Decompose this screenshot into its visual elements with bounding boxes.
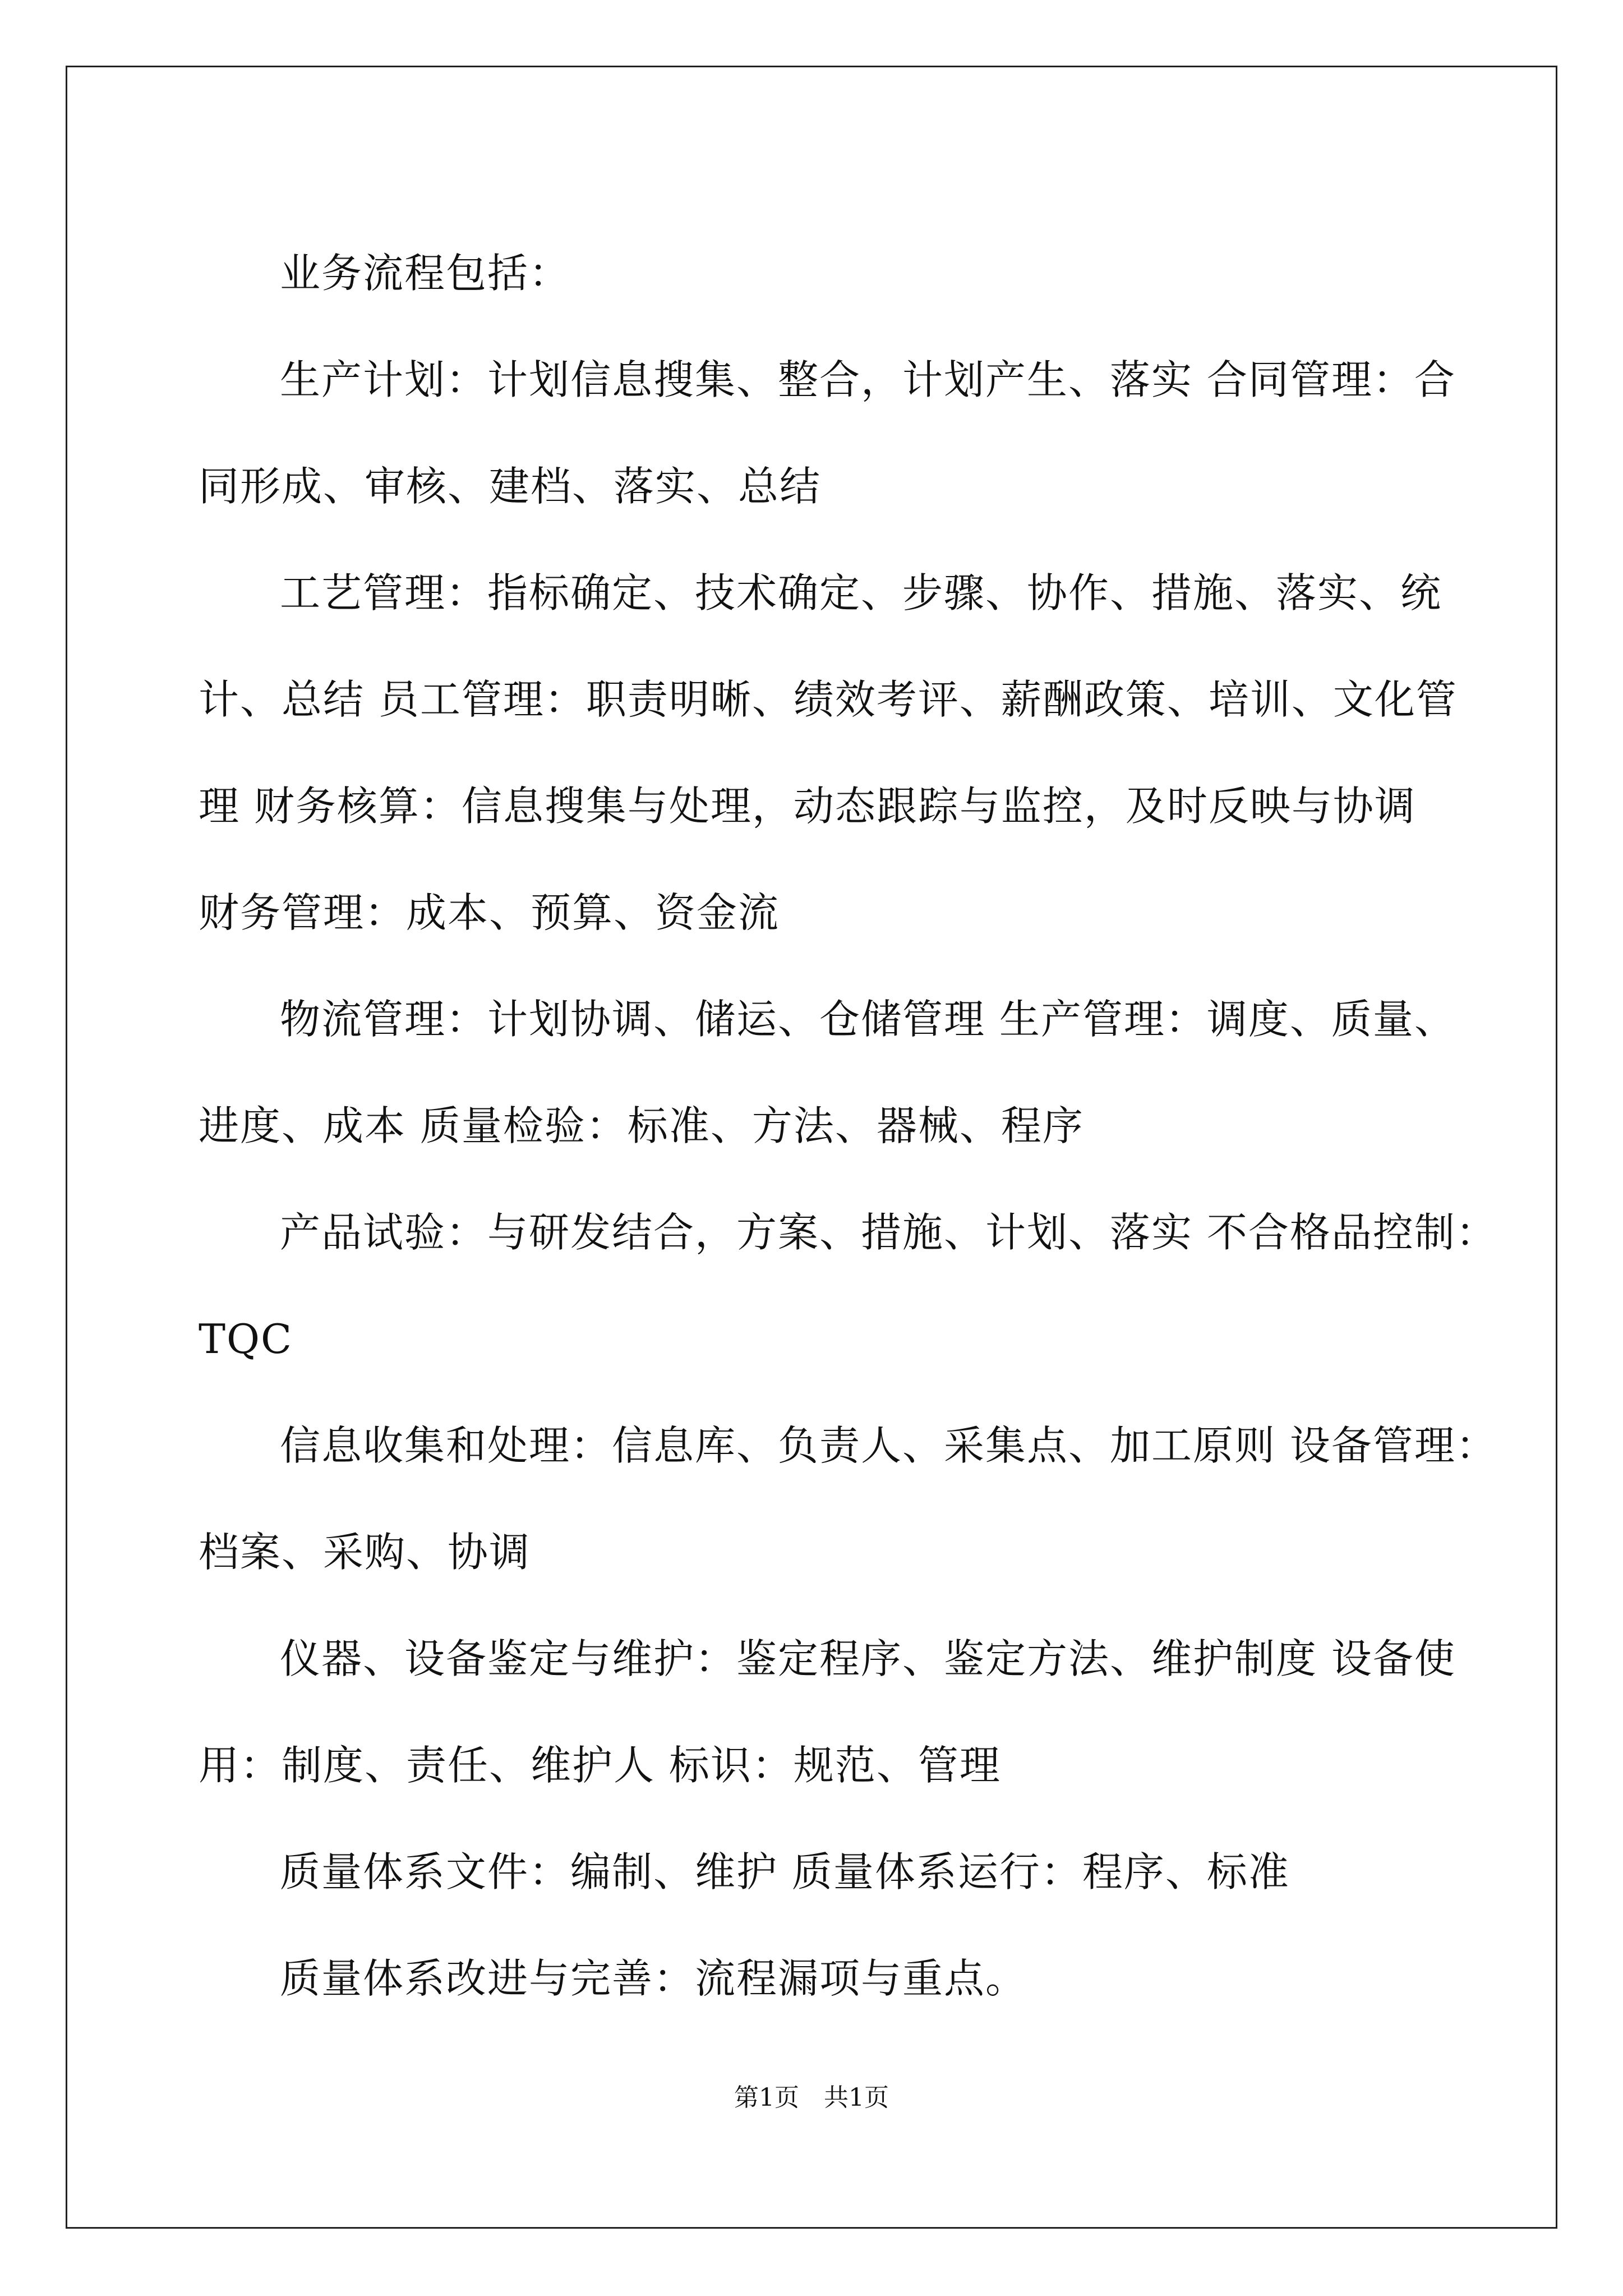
paragraph-line: 档案、采购、协调 (199, 1529, 531, 1576)
paragraph-line: 财务管理：成本、预算、资金流 (199, 889, 780, 936)
paragraph-line: 质量体系改进与完善：流程漏项与重点。 (280, 1955, 1027, 2002)
document-body (199, 220, 1497, 2032)
paragraph-line: 生产计划：计划信息搜集、整合，计划产生、落实 合同管理：合 (280, 356, 1456, 403)
page-footer: 第1页 共1页 (734, 2083, 889, 2112)
paragraph-line: 信息收集和处理：信息库、负责人、采集点、加工原则 设备管理： (280, 1422, 1497, 1469)
paragraph-line: 用：制度、责任、维护人 标识：规范、管理 (199, 1742, 1001, 1789)
paragraph-line: 工艺管理：指标确定、技术确定、步骤、协作、措施、落实、统 (280, 569, 1442, 616)
paragraph-line: 计、总结 员工管理：职责明晰、绩效考评、薪酬政策、培训、文化管 (199, 676, 1458, 723)
paragraph-line: 同形成、审核、建档、落实、总结 (199, 463, 822, 510)
paragraph-line: 理 财务核算：信息搜集与处理，动态跟踪与监控，及时反映与协调 (199, 783, 1416, 830)
paragraph-line: 产品试验：与研发结合，方案、措施、计划、落实 不合格品控制： (280, 1209, 1497, 1256)
paragraph-line: 质量体系文件：编制、维护 质量体系运行：程序、标准 (280, 1848, 1290, 1895)
paragraph-line: 仪器、设备鉴定与维护：鉴定程序、鉴定方法、维护制度 设备使 (280, 1635, 1456, 1682)
paragraph-line: 物流管理：计划协调、储运、仓储管理 生产管理：调度、质量、 (280, 996, 1456, 1043)
paragraph-line: 业务流程包括： (280, 250, 571, 297)
paragraph-line: 进度、成本 质量检验：标准、方法、器械、程序 (199, 1102, 1084, 1149)
paragraph-line: TQC (199, 1315, 293, 1363)
